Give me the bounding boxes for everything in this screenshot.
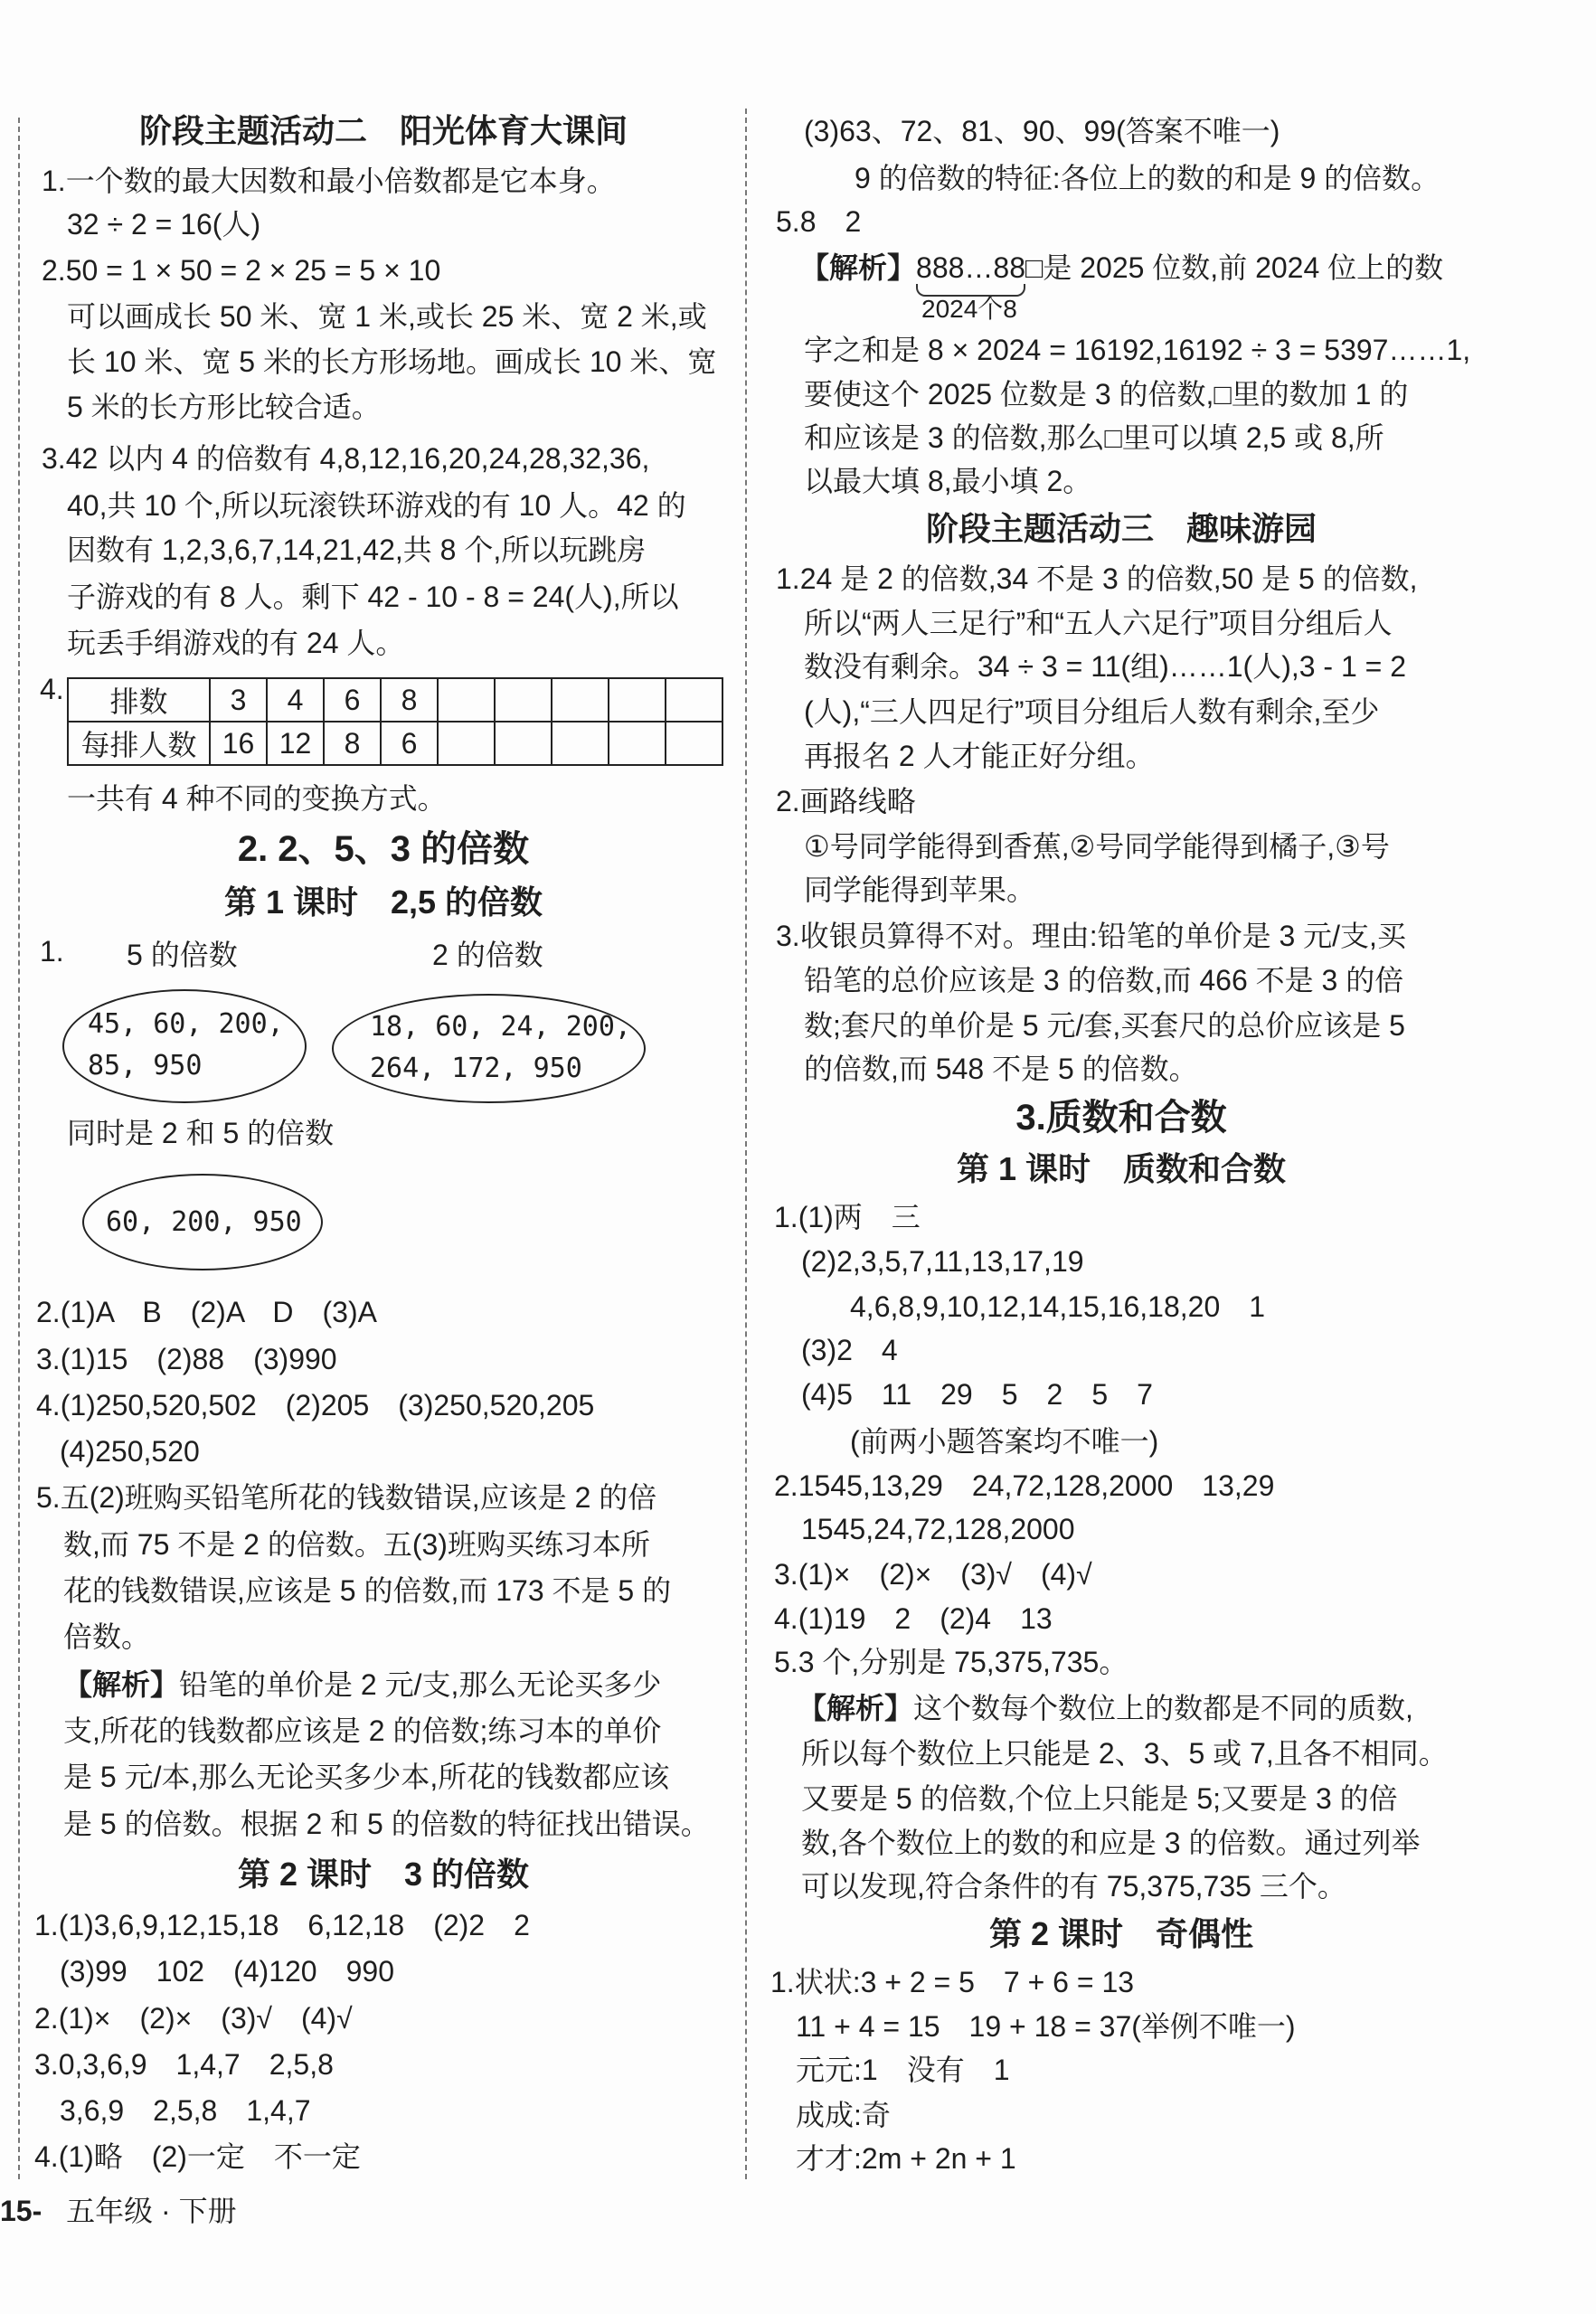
- analysis-line: [63, 1665, 661, 1705]
- analysis-label: 【解析】: [63, 1668, 180, 1701]
- set-oval-both: [82, 1174, 323, 1270]
- answer-line: 2.1545,13,29 24,72,128,2000 13,29: [774, 1469, 1275, 1502]
- answer-line: 1545,24,72,128,2000: [801, 1513, 1075, 1545]
- analysis-line: [798, 1688, 1413, 1728]
- answer-line: 3.0,3,6,9 1,4,7 2,5,8: [34, 2048, 334, 2081]
- answer-line: 3.收银员算得不对。理由:铅笔的单价是 3 元/支,买: [776, 920, 1406, 952]
- answer-line: (4)250,520: [60, 1435, 200, 1468]
- underbraced-number: [916, 248, 1025, 323]
- answer-line: 5.五(2)班购买铅笔所花的钱数错误,应该是 2 的倍: [36, 1481, 657, 1514]
- chapter-heading: 2. 2、5、3 的倍数: [237, 829, 530, 869]
- lesson-heading: 第 2 课时 奇偶性: [988, 1915, 1254, 1952]
- answer-line: 数没有剩余。34 ÷ 3 = 11(组)……1(人),3 - 1 = 2: [804, 650, 1407, 683]
- table-cell: [666, 722, 722, 765]
- set-members: 264, 172, 950: [370, 1053, 582, 1084]
- answer-line: 2.(1)A B (2)A D (3)A: [36, 1296, 377, 1328]
- set-members: 18, 60, 24, 200,: [370, 1011, 631, 1043]
- analysis-label: 【解析】: [800, 251, 917, 284]
- table-cell: [609, 722, 666, 765]
- answer-line: 数;套尺的单价是 5 元/套,买套尺的总价应该是 5: [804, 1009, 1405, 1042]
- answer-line: (人),“三人四足行”项目分组后人数有剩余,至少: [804, 695, 1380, 728]
- answer-line: 4.(1)19 2 (2)4 13: [774, 1602, 1053, 1635]
- analysis-line: 可以发现,符合条件的有 75,375,735 三个。: [801, 1870, 1346, 1903]
- table-cell: 6: [324, 678, 381, 722]
- set-label-multiples-of-2: 2 的倍数: [432, 939, 543, 971]
- analysis-line: 数,各个数位上的数的和应是 3 的倍数。通过列举: [801, 1827, 1421, 1859]
- table-cell: [495, 722, 552, 765]
- chapter-heading: 3.质数和合数: [1015, 1098, 1227, 1138]
- answer-line: 所以“两人三足行”和“五人六足行”项目分组后人: [804, 607, 1393, 639]
- answer-line: (前两小题答案均不唯一): [850, 1425, 1159, 1458]
- set-oval-multiples-of-2: [332, 994, 646, 1103]
- answer-line: 玩丢手绢游戏的有 24 人。: [67, 627, 405, 659]
- table-row: [68, 678, 722, 722]
- answer-line: 1.状状:3 + 2 = 5 7 + 6 = 13: [770, 1966, 1135, 1998]
- answer-line: 同学能得到苹果。: [804, 874, 1036, 906]
- analysis-line: 字之和是 8 × 2024 = 16192,16192 ÷ 3 = 5397……1,: [804, 334, 1471, 366]
- table-cell: 每排人数: [68, 722, 210, 765]
- section-title-activity-2: 阶段主题活动二 阳光体育大课间: [138, 112, 628, 149]
- analysis-label: 【解析】: [798, 1692, 914, 1724]
- answer-line: 再报名 2 人才能正好分组。: [804, 740, 1155, 772]
- analysis-line: [800, 248, 1444, 323]
- rows-table: [67, 677, 723, 766]
- answer-line: 2.50 = 1 × 50 = 2 × 25 = 5 × 10: [42, 254, 441, 287]
- analysis-line: 是 5 的倍数。根据 2 和 5 的倍数的特征找出错误。: [63, 1808, 710, 1840]
- question-number: 1.: [40, 935, 64, 968]
- analysis-line: 支,所花的钱数都应该是 2 的倍数;练习本的单价: [63, 1714, 662, 1747]
- section-title-activity-3: 阶段主题活动三 趣味游园: [925, 510, 1317, 547]
- underbrace-label: 2024个8: [921, 295, 1017, 323]
- table-cell: 6: [381, 722, 438, 765]
- answer-line: 5.3 个,分别是 75,375,735。: [774, 1646, 1129, 1678]
- answer-line: (3)99 102 (4)120 990: [60, 1955, 394, 1988]
- lesson-heading: 第 1 课时 2,5 的倍数: [223, 883, 543, 921]
- table-cell: 8: [324, 722, 381, 765]
- answer-line: 4,6,8,9,10,12,14,15,16,18,20 1: [850, 1290, 1266, 1323]
- book-label: 五年级 · 下册: [66, 2195, 237, 2227]
- answer-line: 数,而 75 不是 2 的倍数。五(3)班购买练习本所: [63, 1528, 650, 1561]
- answer-line: 5.8 2: [776, 205, 862, 238]
- table-cell: 排数: [68, 678, 210, 722]
- table-cell: [552, 722, 609, 765]
- answer-line: 长 10 米、宽 5 米的长方形场地。画成长 10 米、宽: [67, 345, 717, 378]
- answer-line: 子游戏的有 8 人。剩下 42 - 10 - 8 = 24(人),所以: [67, 581, 679, 613]
- lesson-heading: 第 2 课时 3 的倍数: [237, 1856, 530, 1893]
- answer-line: (3)2 4: [801, 1334, 898, 1366]
- analysis-line: 以最大填 8,最小填 2。: [804, 465, 1092, 497]
- analysis-line: 是 5 元/本,那么无论买多少本,所花的钱数都应该: [63, 1761, 670, 1793]
- answer-line: 1.(1)两 三: [774, 1201, 921, 1233]
- answer-line: (4)5 11 29 5 2 5 7: [801, 1378, 1153, 1411]
- answer-line: 一共有 4 种不同的变换方式。: [67, 782, 447, 815]
- answer-line: 40,共 10 个,所以玩滚铁环游戏的有 10 人。42 的: [67, 489, 686, 522]
- set-label-both: 同时是 2 和 5 的倍数: [67, 1117, 335, 1149]
- answer-line: 铅笔的总价应该是 3 的倍数,而 466 不是 3 的倍: [804, 964, 1404, 996]
- answer-line: 3.(1)15 (2)88 (3)990: [36, 1343, 337, 1375]
- answer-line: 5 米的长方形比较合适。: [67, 391, 381, 423]
- answer-line: 倍数。: [63, 1620, 151, 1653]
- answer-line: 4.(1)250,520,502 (2)205 (3)250,520,205: [36, 1389, 595, 1421]
- answer-line: (3)63、72、81、90、99(答案不唯一): [804, 115, 1280, 147]
- table-cell: 8: [381, 678, 438, 722]
- answer-line: 32 ÷ 2 = 16(人): [67, 208, 261, 241]
- analysis-line: 和应该是 3 的倍数,那么□里可以填 2,5 或 8,所: [804, 421, 1384, 454]
- page-footer: [0, 2191, 237, 2231]
- table-cell: [609, 678, 666, 722]
- answer-line: 花的钱数错误,应该是 5 的倍数,而 173 不是 5 的: [63, 1574, 672, 1607]
- answer-line: (2)2,3,5,7,11,13,17,19: [801, 1245, 1084, 1278]
- lesson-heading: 第 1 课时 质数和合数: [956, 1150, 1287, 1187]
- answer-line: 因数有 1,2,3,6,7,14,21,42,共 8 个,所以玩跳房: [67, 534, 647, 566]
- answer-line: 元元:1 没有 1: [796, 2054, 1010, 2086]
- answer-line: 才才:2m + 2n + 1: [796, 2142, 1016, 2175]
- analysis-text: 这个数每个数位上的数都是不同的质数,: [913, 1692, 1413, 1724]
- answer-line: 1.一个数的最大因数和最小倍数都是它本身。: [42, 165, 616, 197]
- question-number: 4.: [40, 673, 64, 705]
- set-label-multiples-of-5: 5 的倍数: [127, 939, 238, 971]
- table-cell: [495, 678, 552, 722]
- analysis-text: □是 2025 位数,前 2024 位上的数: [1025, 251, 1444, 284]
- analysis-line: 所以每个数位上只能是 2、3、5 或 7,且各不相同。: [801, 1737, 1448, 1770]
- set-oval-multiples-of-5: [62, 989, 307, 1103]
- analysis-text: 铅笔的单价是 2 元/支,那么无论买多少: [179, 1668, 662, 1701]
- table-cell: 12: [267, 722, 324, 765]
- answer-line: 4.(1)略 (2)一定 不一定: [34, 2140, 361, 2173]
- table-cell: 4: [267, 678, 324, 722]
- answer-line: 9 的倍数的特征:各位上的数的和是 9 的倍数。: [855, 162, 1440, 194]
- set-members: 60, 200, 950: [106, 1206, 302, 1238]
- table-cell: [552, 678, 609, 722]
- answer-line: 2.(1)× (2)× (3)√ (4)√: [34, 2002, 353, 2035]
- table-cell: [438, 722, 495, 765]
- answer-line: 成成:奇: [796, 2099, 891, 2131]
- answer-line: 3,6,9 2,5,8 1,4,7: [60, 2094, 311, 2127]
- answer-line: 3.(1)× (2)× (3)√ (4)√: [774, 1558, 1092, 1591]
- table-cell: [438, 678, 495, 722]
- analysis-line: 又要是 5 的倍数,个位上只能是 5;又要是 3 的倍: [801, 1782, 1398, 1815]
- set-members: 85, 950: [88, 1050, 203, 1081]
- page-number: 15-: [0, 2195, 42, 2227]
- answer-line: 1.24 是 2 的倍数,34 不是 3 的倍数,50 是 5 的倍数,: [776, 562, 1418, 595]
- left-margin-divider: [18, 118, 20, 2179]
- table-cell: [666, 678, 722, 722]
- repeated-eights: 888…88: [916, 251, 1025, 284]
- table-cell: 16: [210, 722, 267, 765]
- column-divider: [745, 109, 747, 2179]
- set-members: 45, 60, 200,: [88, 1008, 284, 1040]
- table-row: [68, 722, 722, 765]
- answer-line: 可以画成长 50 米、宽 1 米,或长 25 米、宽 2 米,或: [67, 300, 707, 333]
- answer-line: ①号同学能得到香蕉,②号同学能得到橘子,③号: [804, 830, 1390, 863]
- answer-line: 1.(1)3,6,9,12,15,18 6,12,18 (2)2 2: [34, 1909, 530, 1941]
- answer-line: 2.画路线略: [776, 785, 916, 817]
- analysis-line: 要使这个 2025 位数是 3 的倍数,□里的数加 1 的: [804, 378, 1409, 411]
- answer-line: 的倍数,而 548 不是 5 的倍数。: [804, 1053, 1198, 1085]
- answer-line: 3.42 以内 4 的倍数有 4,8,12,16,20,24,28,32,36,: [42, 442, 650, 475]
- answer-line: 11 + 4 = 15 19 + 18 = 37(举例不唯一): [796, 2010, 1296, 2043]
- table-cell: 3: [210, 678, 267, 722]
